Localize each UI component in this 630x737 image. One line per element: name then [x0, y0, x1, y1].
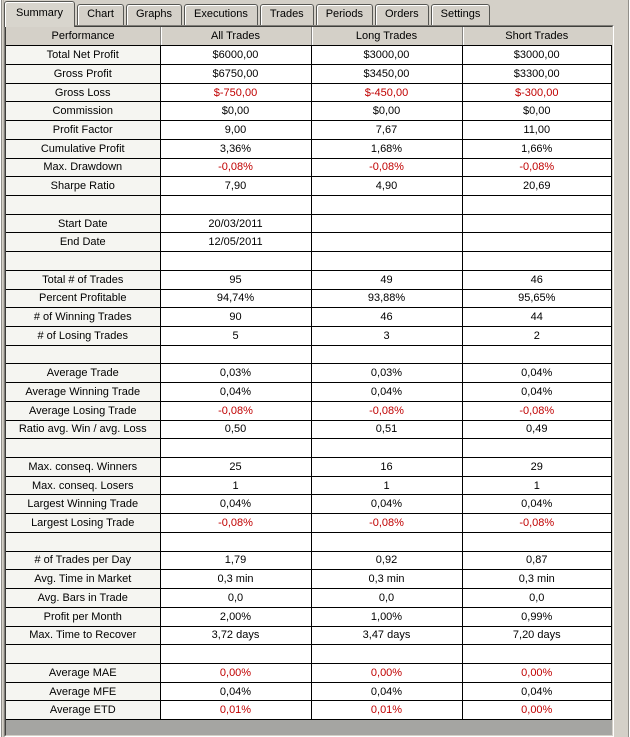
cell-value: $-750,00 [160, 83, 311, 102]
cell-value: 20,69 [462, 177, 612, 196]
row-label: # of Trades per Day [6, 551, 160, 570]
cell-value [462, 532, 612, 551]
cell-value [462, 214, 612, 233]
cell-value: 0,3 min [462, 570, 612, 589]
cell-value: 0,04% [462, 364, 612, 383]
cell-value: 0,00% [462, 663, 612, 682]
table-row [6, 46, 612, 65]
table-row [6, 364, 612, 383]
summary-panel [4, 25, 614, 737]
cell-value: 7,20 days [462, 626, 612, 645]
table-row [6, 401, 612, 420]
cell-value: 0,04% [462, 383, 612, 402]
cell-value: 1,68% [311, 139, 462, 158]
spacer-row [6, 645, 612, 664]
row-label: Average MFE [6, 682, 160, 701]
cell-value: 0,00% [160, 663, 311, 682]
row-label: # of Losing Trades [6, 327, 160, 346]
cell-value: $0,00 [160, 102, 311, 121]
cell-value: 3,72 days [160, 626, 311, 645]
cell-value: 2 [462, 327, 612, 346]
cell-value: 12/05/2011 [160, 233, 311, 252]
spacer-row [6, 532, 612, 551]
cell-value: 0,04% [160, 682, 311, 701]
cell-value: -0,08% [160, 514, 311, 533]
row-label: Sharpe Ratio [6, 177, 160, 196]
cell-value [160, 195, 311, 214]
cell-value: 94,74% [160, 289, 311, 308]
row-label: Average Trade [6, 364, 160, 383]
cell-value: 49 [311, 270, 462, 289]
cell-value: -0,08% [160, 401, 311, 420]
cell-value: 3,36% [160, 139, 311, 158]
cell-value: 2,00% [160, 607, 311, 626]
cell-value: 0,01% [160, 701, 311, 720]
tab-chart[interactable]: Chart [77, 4, 124, 25]
cell-value [311, 195, 462, 214]
cell-value: 0,04% [311, 495, 462, 514]
cell-value: 29 [462, 458, 612, 477]
row-label: Gross Loss [6, 83, 160, 102]
cell-value: -0,08% [311, 514, 462, 533]
cell-value: $3000,00 [311, 46, 462, 65]
cell-value: 0,01% [311, 701, 462, 720]
row-label: Avg. Time in Market [6, 570, 160, 589]
cell-value: 0,0 [462, 589, 612, 608]
cell-value: 0,99% [462, 607, 612, 626]
cell-value: 4,90 [311, 177, 462, 196]
cell-value [160, 252, 311, 271]
tab-strip [4, 1, 627, 25]
cell-value [311, 645, 462, 664]
table-row [6, 83, 612, 102]
tab-settings[interactable]: Settings [431, 4, 491, 25]
cell-value: $3450,00 [311, 64, 462, 83]
row-label: Largest Winning Trade [6, 495, 160, 514]
table-row [6, 308, 612, 327]
cell-value: -0,08% [311, 401, 462, 420]
column-header-long-trades: Long Trades [311, 27, 462, 46]
row-label: Start Date [6, 214, 160, 233]
row-label: Ratio avg. Win / avg. Loss [6, 420, 160, 439]
spacer-row [6, 252, 612, 271]
cell-value: 90 [160, 308, 311, 327]
row-label [6, 195, 160, 214]
table-row [6, 420, 612, 439]
table-row [6, 514, 612, 533]
table-row [6, 327, 612, 346]
table-row [6, 607, 612, 626]
cell-value: 3,47 days [311, 626, 462, 645]
cell-value: -0,08% [160, 158, 311, 177]
cell-value [311, 252, 462, 271]
table-row [6, 233, 612, 252]
cell-value: 0,04% [160, 495, 311, 514]
row-label: Total # of Trades [6, 270, 160, 289]
row-label: Average Losing Trade [6, 401, 160, 420]
cell-value: $3300,00 [462, 64, 612, 83]
cell-value: 0,3 min [160, 570, 311, 589]
performance-table [6, 27, 612, 720]
column-header-all-trades: All Trades [160, 27, 311, 46]
row-label: Profit Factor [6, 121, 160, 140]
row-label [6, 439, 160, 458]
cell-value: 0,92 [311, 551, 462, 570]
cell-value [160, 439, 311, 458]
table-row [6, 177, 612, 196]
row-label: Average Winning Trade [6, 383, 160, 402]
row-label: Max. conseq. Losers [6, 476, 160, 495]
cell-value: $3000,00 [462, 46, 612, 65]
cell-value: 0,04% [311, 383, 462, 402]
row-label: End Date [6, 233, 160, 252]
row-label [6, 532, 160, 551]
row-label: Profit per Month [6, 607, 160, 626]
cell-value [462, 439, 612, 458]
table-row [6, 214, 612, 233]
spacer-row [6, 195, 612, 214]
cell-value: 1,00% [311, 607, 462, 626]
table-row [6, 139, 612, 158]
spacer-row [6, 345, 612, 364]
cell-value: 0,00% [311, 663, 462, 682]
cell-value: 0,03% [160, 364, 311, 383]
row-label: Average ETD [6, 701, 160, 720]
cell-value [462, 645, 612, 664]
cell-value: 20/03/2011 [160, 214, 311, 233]
row-label: Total Net Profit [6, 46, 160, 65]
column-header-short-trades: Short Trades [462, 27, 612, 46]
cell-value: $-450,00 [311, 83, 462, 102]
table-row [6, 551, 612, 570]
cell-value: 0,0 [311, 589, 462, 608]
table-row [6, 289, 612, 308]
table-row [6, 121, 612, 140]
cell-value: 0,04% [311, 682, 462, 701]
table-row [6, 158, 612, 177]
row-label: Average MAE [6, 663, 160, 682]
cell-value: 93,88% [311, 289, 462, 308]
cell-value [160, 532, 311, 551]
cell-value: 25 [160, 458, 311, 477]
row-label: Percent Profitable [6, 289, 160, 308]
cell-value: 1 [311, 476, 462, 495]
cell-value: 1,66% [462, 139, 612, 158]
cell-value: $6000,00 [160, 46, 311, 65]
cell-value: 0,04% [462, 682, 612, 701]
cell-value: 3 [311, 327, 462, 346]
tab-orders[interactable]: Orders [375, 4, 429, 25]
table-row [6, 682, 612, 701]
table-row [6, 701, 612, 720]
table-row [6, 270, 612, 289]
cell-value: 0,3 min [311, 570, 462, 589]
cell-value: 95,65% [462, 289, 612, 308]
cell-value: 5 [160, 327, 311, 346]
row-label [6, 345, 160, 364]
cell-value: 0,87 [462, 551, 612, 570]
row-label: Avg. Bars in Trade [6, 589, 160, 608]
cell-value [311, 214, 462, 233]
cell-value [311, 345, 462, 364]
cell-value: 11,00 [462, 121, 612, 140]
table-row [6, 626, 612, 645]
cell-value: $6750,00 [160, 64, 311, 83]
cell-value: 16 [311, 458, 462, 477]
cell-value [160, 645, 311, 664]
cell-value [462, 345, 612, 364]
cell-value: 1 [462, 476, 612, 495]
cell-value [311, 532, 462, 551]
cell-value: 7,67 [311, 121, 462, 140]
tab-executions[interactable]: Executions [184, 4, 258, 25]
cell-value: 0,00% [462, 701, 612, 720]
cell-value: -0,08% [462, 401, 612, 420]
column-header-performance: Performance [6, 27, 160, 46]
cell-value: 0,51 [311, 420, 462, 439]
cell-value: 0,50 [160, 420, 311, 439]
summary-panel-inner [5, 26, 613, 736]
cell-value: 0,04% [462, 495, 612, 514]
cell-value: 1,79 [160, 551, 311, 570]
table-row [6, 589, 612, 608]
row-label [6, 252, 160, 271]
table-row [6, 476, 612, 495]
cell-value: 9,00 [160, 121, 311, 140]
cell-value [311, 233, 462, 252]
row-label: Cumulative Profit [6, 139, 160, 158]
cell-value: 46 [462, 270, 612, 289]
table-row [6, 663, 612, 682]
tab-graphs[interactable]: Graphs [126, 4, 182, 25]
row-label [6, 645, 160, 664]
cell-value [311, 439, 462, 458]
cell-value: -0,08% [311, 158, 462, 177]
table-header-row [6, 27, 612, 46]
cell-value: $0,00 [462, 102, 612, 121]
cell-value [462, 195, 612, 214]
cell-value: 0,03% [311, 364, 462, 383]
row-label: Gross Profit [6, 64, 160, 83]
row-label: # of Winning Trades [6, 308, 160, 327]
tab-summary[interactable]: Summary [4, 1, 75, 27]
cell-value: $-300,00 [462, 83, 612, 102]
cell-value: 0,49 [462, 420, 612, 439]
cell-value: -0,08% [462, 514, 612, 533]
row-label: Max. Time to Recover [6, 626, 160, 645]
cell-value: 0,04% [160, 383, 311, 402]
cell-value: $0,00 [311, 102, 462, 121]
table-row [6, 102, 612, 121]
cell-value [462, 233, 612, 252]
cell-value: 0,0 [160, 589, 311, 608]
row-label: Max. conseq. Winners [6, 458, 160, 477]
cell-value [462, 252, 612, 271]
cell-value: 1 [160, 476, 311, 495]
cell-value: 95 [160, 270, 311, 289]
row-label: Largest Losing Trade [6, 514, 160, 533]
cell-value [160, 345, 311, 364]
cell-value: 44 [462, 308, 612, 327]
table-row [6, 570, 612, 589]
row-label: Max. Drawdown [6, 158, 160, 177]
cell-value: 46 [311, 308, 462, 327]
spacer-row [6, 439, 612, 458]
table-row [6, 383, 612, 402]
cell-value: -0,08% [462, 158, 612, 177]
tab-trades[interactable]: Trades [260, 4, 314, 25]
table-row [6, 458, 612, 477]
tab-periods[interactable]: Periods [316, 4, 373, 25]
table-row [6, 495, 612, 514]
row-label: Commission [6, 102, 160, 121]
table-row [6, 64, 612, 83]
cell-value: 7,90 [160, 177, 311, 196]
